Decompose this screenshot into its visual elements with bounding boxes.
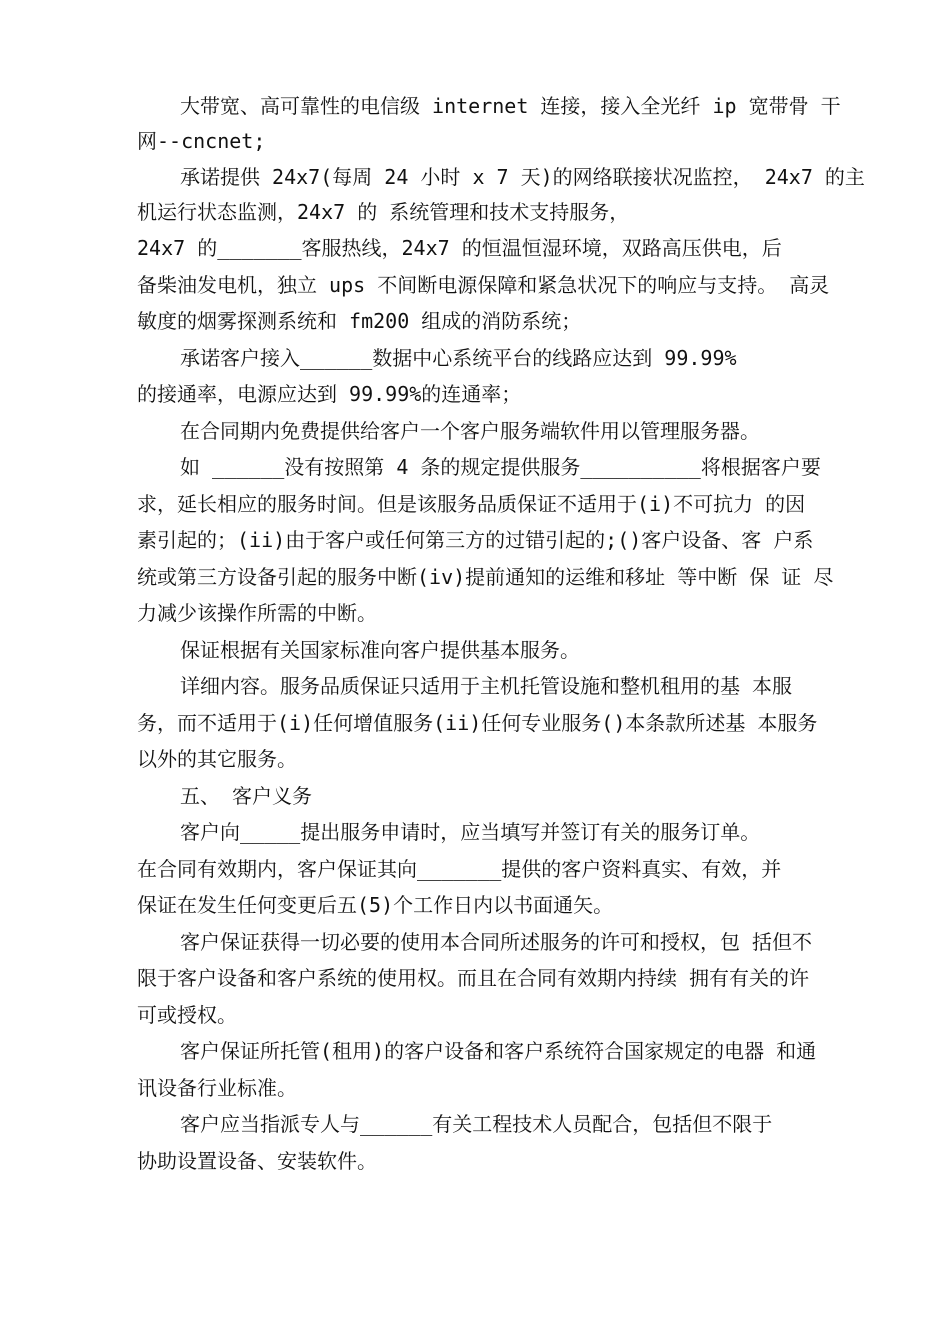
text-line: 可或授权。 [137,1003,237,1027]
text-line: 在合同期内免费提供给客户一个客户服务端软件用以管理服务器。 [180,419,760,443]
text-line: 统或第三方设备引起的服务中断(iv)提前通知的运维和移址 等中断 保 证 尽 [137,565,834,589]
text-line: 大带宽、高可靠性的电信级 internet 连接，接入全光纤 ip 宽带骨 干 [180,94,841,118]
text-line: 如 ______没有按照第 4 条的规定提供服务__________将根据客户要 [180,455,821,479]
text-line: 协助设置设备、安装软件。 [137,1149,377,1173]
text-line: 以外的其它服务。 [137,747,297,771]
text-line: 求，延长相应的服务时间。但是该服务品质保证不适用于(i)不可抗力 的因 [137,492,806,516]
text-line: 限于客户设备和客户系统的使用权。而且在合同有效期内持续 拥有有关的许 [137,966,810,990]
text-line: 承诺提供 24x7(每周 24 小时 x 7 天)的网络联接状况监控， 24x7 的主 [180,165,865,189]
text-line: 在合同有效期内，客户保证其向_______提供的客户资料真实、有效，并 [137,857,782,881]
text-line: 网--cncnet; [137,129,266,153]
text-line: 机运行状态监测，24x7 的 系统管理和技术支持服务， [137,200,630,224]
text-line: 的接通率，电源应达到 99.99%的连通率； [137,382,522,406]
text-line: 客户保证获得一切必要的使用本合同所述服务的许可和授权，包 括但不 [180,930,813,954]
text-line: 讯设备行业标准。 [137,1076,297,1100]
text-line: 保证在发生任何变更后五(5)个工作日内以书面通矢。 [137,893,614,917]
text-line: 敏度的烟雾探测系统和 fm200 组成的消防系统； [137,309,582,333]
text-line: 客户向_____提出服务申请时，应当填写并签订有关的服务订单。 [180,820,761,844]
text-line: 素引起的；(ii)由于客户或任何第三方的过错引起的;()客户设备、客 户系 [137,528,814,552]
text-line: 承诺客户接入______数据中心系统平台的线路应达到 99.99% [180,346,737,370]
text-line: 详细内容。服务品质保证只适用于主机托管设施和整机租用的基 本服 [180,674,793,698]
text-line: 客户应当指派专人与______有关工程技术人员配合，包括但不限于 [180,1112,773,1136]
section-heading: 五、 客户义务 [180,784,313,808]
text-line: 24x7 的_______客服热线，24x7 的恒温恒湿环境，双路高压供电，后 [137,236,782,260]
text-line: 保证根据有关国家标准向客户提供基本服务。 [180,638,580,662]
text-line: 力减少该操作所需的中断。 [137,601,377,625]
text-line: 备柴油发电机，独立 ups 不间断电源保障和紧急状况下的响应与支持。 高灵 [137,273,830,297]
text-line: 务，而不适用于(i)任何增值服务(ii)任何专业服务()本条款所述基 本服务 [137,711,818,735]
text-line: 客户保证所托管(租用)的客户设备和客户系统符合国家规定的电器 和通 [180,1039,817,1063]
